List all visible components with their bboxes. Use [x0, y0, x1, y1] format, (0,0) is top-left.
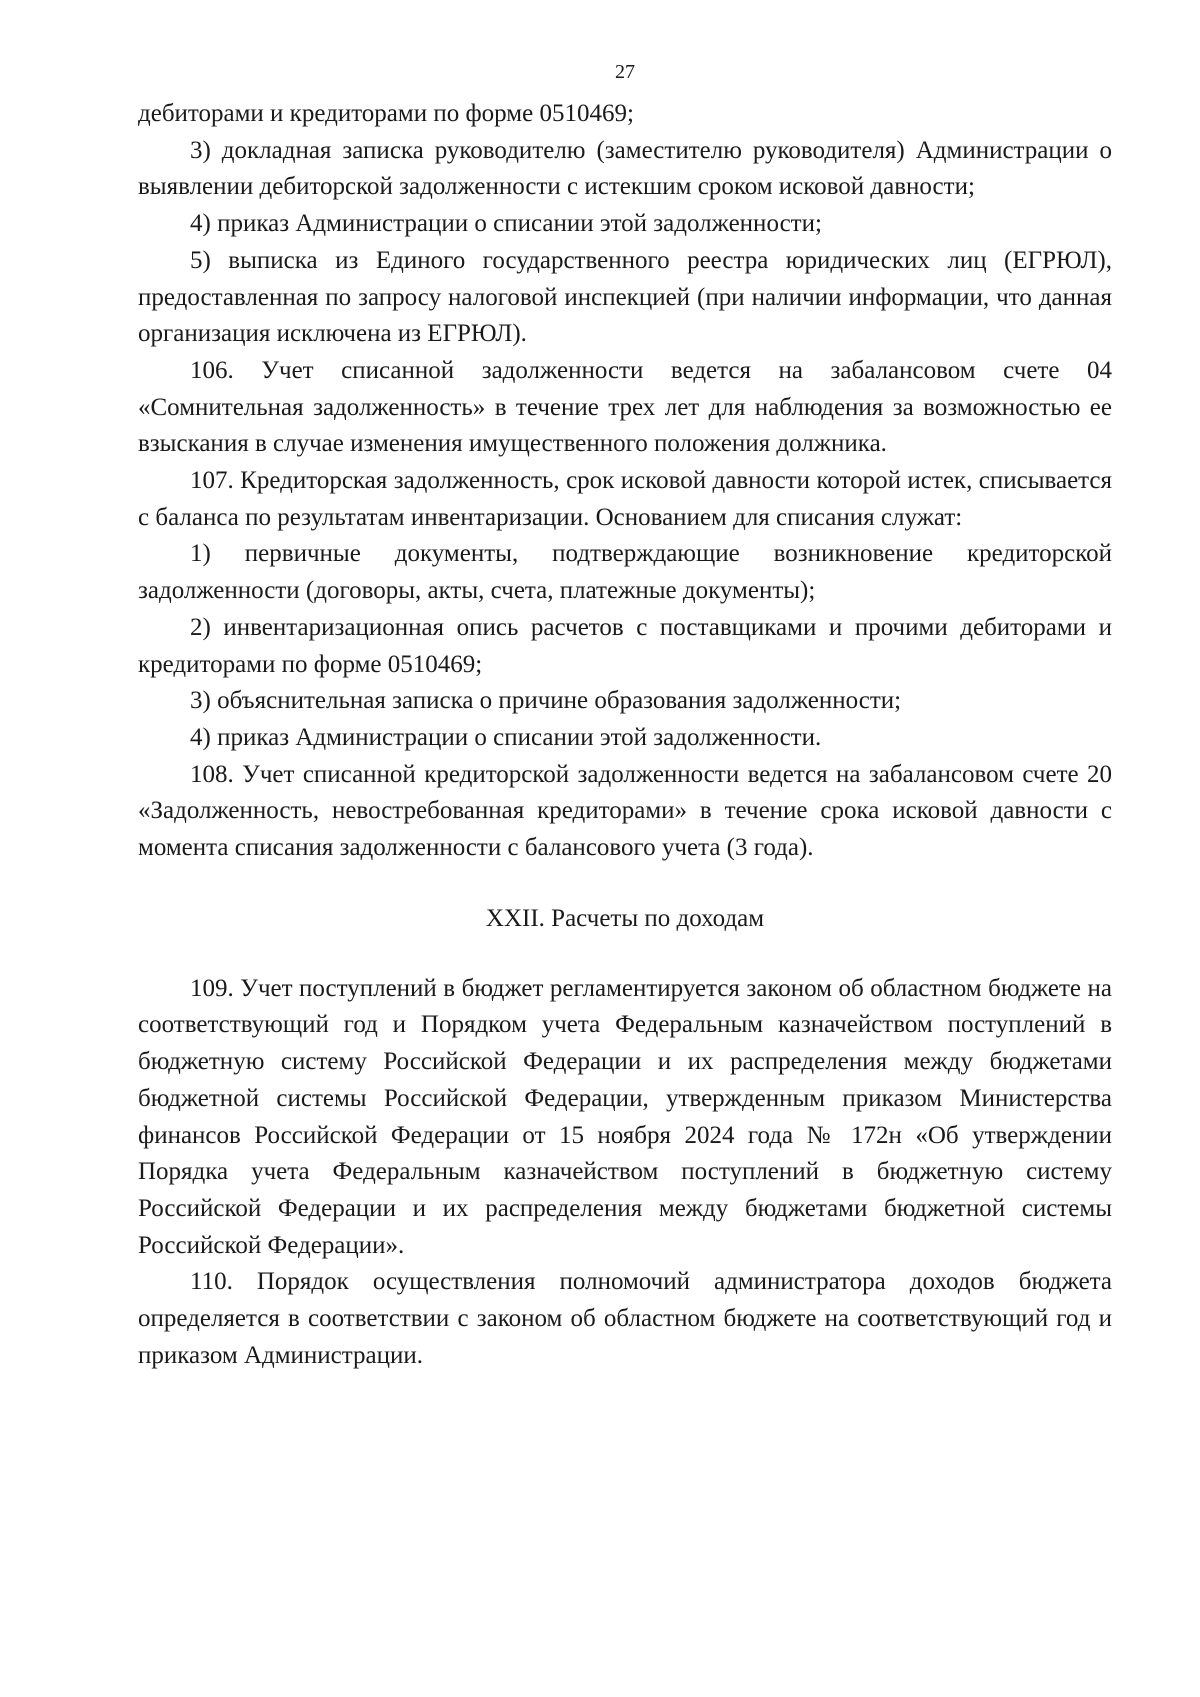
- paragraph-item-4-order: 4) приказ Администрации о списании этой задолженности;: [190, 210, 822, 238]
- paragraph-107-item-2: 2) инвентаризационная опись расчетов с поставщиками и прочими дебиторами и кредиторами по форме 0510469;: [138, 613, 1112, 678]
- page-number: 27: [615, 61, 635, 83]
- section-heading: XXII. Расчеты по доходам: [485, 904, 765, 932]
- paragraph-continuation: дебиторами и кредиторами по форме 0510469;: [138, 100, 634, 127]
- paragraph-106: 106. Учет списанной задолженности ведется на забалансовом счете 04 «Сомнительная задолженность» в течение трех лет для наблюдения за возможностью ее взыскания в случае изменения имущественного положения должника.: [138, 356, 1112, 458]
- paragraph-item-5-egrul: 5) выписка из Единого государственного реестра юридических лиц (ЕГРЮЛ), предоставленная по запросу налоговой инспекцией (при наличии информации, что данная организация исключена из ЕГРЮЛ).: [138, 246, 1112, 348]
- paragraph-107-item-1: 1) первичные документы, подтверждающие возникновение кредиторской задолженности (договоры, акты, счета, платежные документы);: [138, 540, 1112, 605]
- paragraph-108: 108. Учет списанной кредиторской задолженности ведется на забалансовом счете 20 «Задолженность, невостребованная кредиторами» в течение срока исковой давности с момента списания задолженности с балансового учета (3 года).: [138, 760, 1112, 862]
- paragraph-107-item-3: 3) объяснительная записка о причине образования задолженности;: [190, 687, 902, 715]
- paragraph-109: 109. Учет поступлений в бюджет регламентируется законом об областном бюджете на соответствующий год и Порядком учета Федеральным казначейством поступлений в бюджетную систему Российской Федерации и их распределения между бюджетами бюджетной системы Российской Федерации, утвержденным приказом Министерства финансов Российской Федерации от 15 ноября 2024 года № 172н «Об утверждении Порядка учета Федеральным казначейством поступлений в бюджетную систему Российской Федерации и их распределения между бюджетами бюджетной системы Российской Федерации».: [138, 974, 1112, 1259]
- paragraph-107-item-4: 4) приказ Администрации о списании этой задолженности.: [190, 723, 822, 751]
- paragraph-item-3-memo: 3) докладная записка руководителю (заместителю руководителя) Администрации о выявлении дебиторской задолженности с истекшим сроком исковой давности;: [138, 136, 1112, 201]
- paragraph-107: 107. Кредиторская задолженность, срок исковой давности которой истек, списывается с баланса по результатам инвентаризации. Основанием для списания служат:: [138, 467, 1112, 531]
- paragraph-110: 110. Порядок осуществления полномочий администратора доходов бюджета определяется в соответствии с законом об областном бюджете на соответствующий год и приказом Администрации.: [138, 1268, 1112, 1369]
